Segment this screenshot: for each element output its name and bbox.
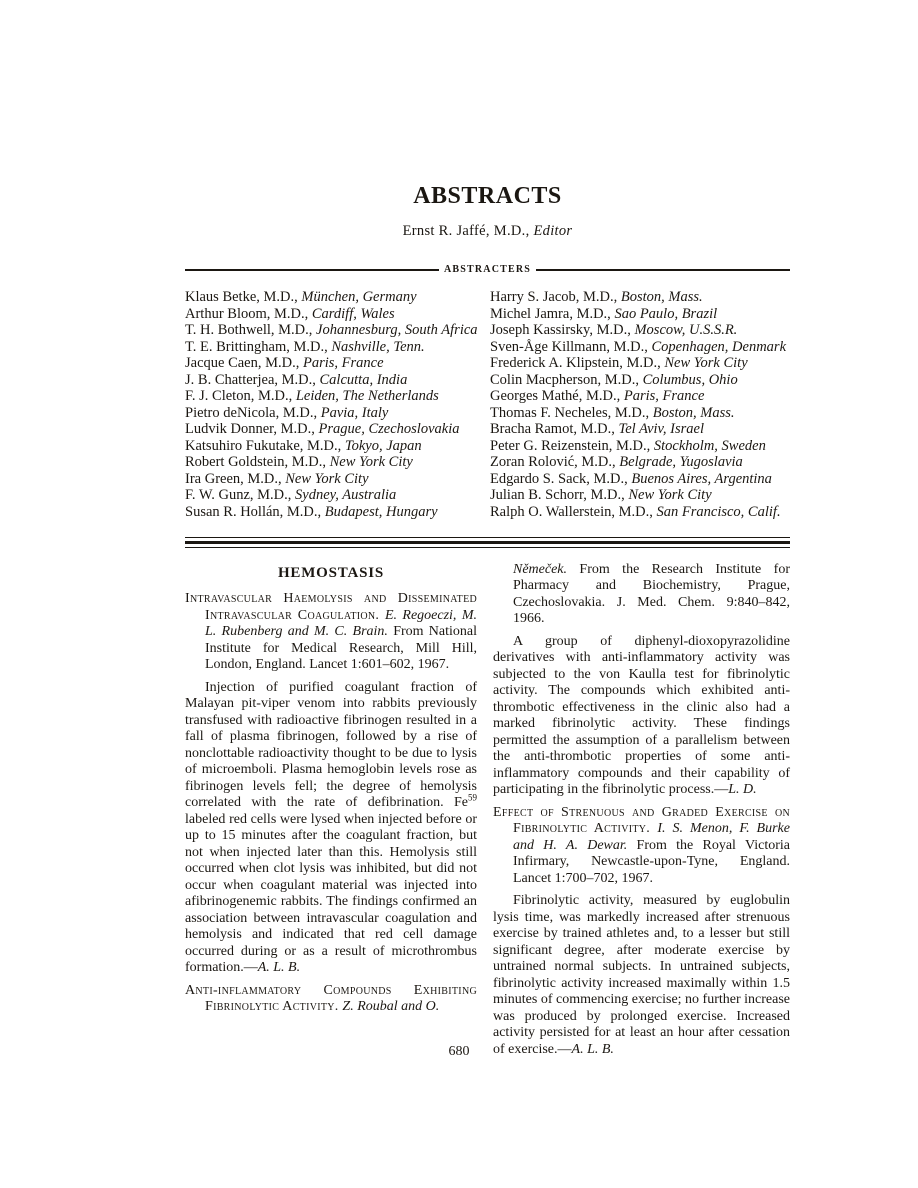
abstracter-place: New York City [628,487,712,503]
abstracter-entry [185,421,490,438]
abstracter-name: Bracha Ramot, M.D., [490,421,615,437]
abstracter-entry [185,405,490,422]
abstracter-name: Thomas F. Necheles, M.D., [490,404,650,421]
abstracter-name: Katsuhiro Fukutake, M.D., [185,437,342,454]
divider-rule-left [185,269,439,271]
text-segment: labeled red cells were lysed when injected before or up to 15 minutes after the coagulant fraction, but not when injected later than this. Hemolysis still occurred when clot lysis was inhibited, but did not occur when coagulant material was injected into afibrinogenemic rabbits. The findings confirmed an association between intravascular coagulation and hemolysis and indicated that red cell damage occurred during or as a result of microthrombus formation.— [185,811,477,975]
column-left-paragraphs [185,591,477,1016]
abstract-body [185,562,790,1059]
abstracter-name: Klaus Betke, M.D., [185,289,298,305]
abstracter-place: Boston, Mass. [620,289,703,305]
abstracter-name: Edgardo S. Sack, M.D., [490,470,628,487]
abstracter-name: Pietro deNicola, M.D., [185,404,318,421]
section-rule [185,537,790,548]
abstracter-entry [490,339,790,356]
editor-name: Ernst R. Jaffé, M.D., [402,223,530,239]
abstract-paragraph [493,562,790,628]
abstracter-entry [490,355,790,372]
abstracter-place: Buenos Aires, Argentina [631,470,772,487]
abstracter-place: Paris, France [302,355,384,371]
section-heading: HEMOSTASIS [277,564,385,581]
abstracter-entry [185,339,490,356]
abstracter-place: Copenhagen, Denmark [651,338,787,355]
abstracter-entry [185,322,490,339]
text-segment: From the Research Institute for Pharmacy and Biochemistry, Prague, Czechoslovakia. J. Med. Chem. 9:840–842, 1966. [513,561,790,626]
abstracter-place: Calcutta, India [319,371,408,388]
page-number: 680 [448,1044,470,1059]
abstracter-name: Zoran Rolović, M.D., [490,454,616,470]
abstracter-name: Ira Green, M.D., [185,470,282,487]
abstracter-place: Columbus, Ohio [642,371,738,388]
abstracter-entry [185,388,490,405]
abstracter-place: Sydney, Australia [295,487,397,503]
abstracter-place: München, Germany [301,289,417,305]
abstracter-name: J. B. Chatterjea, M.D., [185,371,316,388]
abstracter-name: Arthur Bloom, M.D., [185,305,309,322]
body-column-right [493,562,790,1059]
text-segment: A. L. B. [257,960,301,975]
abstracter-entry [185,289,490,306]
abstracter-name: Robert Goldstein, M.D., [185,454,326,470]
abstracter-name: Peter G. Reizenstein, M.D., [490,437,651,454]
abstracter-entry [490,504,790,521]
body-column-left [185,562,477,1059]
abstracter-place: Sao Paulo, Brazil [614,305,718,322]
abstracter-name: Sven-Åge Killmann, M.D., [490,338,648,355]
abstracter-place: Leiden, The Netherlands [295,388,439,404]
text-segment: A. L. B. [571,1041,614,1057]
abstracter-entry [490,322,790,339]
abstracter-entry [185,355,490,372]
abstracters-right [490,289,790,520]
abstracter-name: F. J. Cleton, M.D., [185,388,293,404]
abstracter-place: New York City [329,454,413,470]
rule-thin-bottom [185,547,790,548]
abstracter-name: Frederick A. Klipstein, M.D., [490,355,661,371]
abstracter-name: Julian B. Schorr, M.D., [490,487,625,503]
text-segment: E. Regoeczi, M. L. Rubenberg and M. C. Brain. [205,607,477,639]
abstracter-place: Prague, Czechoslovakia [318,421,460,437]
abstracter-place: Belgrade, Yugoslavia [619,454,743,470]
abstract-paragraph [185,591,477,674]
abstracter-place: Budapest, Hungary [324,503,438,520]
abstracter-name: Ludvik Donner, M.D., [185,421,315,437]
editor-role: Editor [533,223,573,239]
abstracter-name: Georges Mathé, M.D., [490,388,621,404]
abstracter-place: New York City [285,470,369,487]
abstracter-entry [490,306,790,323]
abstracter-place: San Francisco, Calif. [656,503,781,520]
abstracter-name: Ralph O. Wallerstein, M.D., [490,503,653,520]
text-segment: Injection of purified coagulant fraction of Malayan pit-viper venom into rabbits previously transfused with radioactive fibrinogen resulted in a fall of plasma fibrinogen, followed by a rise of nonclottable radioactivity thought to be due to lysis of microemboli. Plasma hemoglobin levels rose as fibrinogen levels fell; the degree of hemolysis correlated with the rate of defibrination. Fe [185,679,477,810]
abstracter-entry [185,471,490,488]
abstracter-entry [185,487,490,504]
abstracter-entry [185,438,490,455]
text-segment: Anti-inflammatory Compounds Exhibiting Fibrinolytic Activity. [185,982,477,1014]
abstracter-entry [490,471,790,488]
abstracter-entry [490,421,790,438]
abstracter-place: Moscow, U.S.S.R. [634,322,738,338]
abstracter-place: Johannesburg, South Africa [316,322,478,338]
column-right-paragraphs [493,562,790,1059]
abstracter-name: F. W. Gunz, M.D., [185,487,292,503]
abstracter-entry [490,487,790,504]
abstracter-place: New York City [664,355,748,371]
abstracter-entry [490,372,790,389]
abstracter-entry [185,454,490,471]
abstracters-left [185,289,490,520]
abstracter-place: Pavia, Italy [320,404,389,421]
abstract-paragraph [493,805,790,888]
text-segment: Intravascular Haemolysis and Disseminated Intravascular Coagulation. [185,591,477,623]
abstracter-name: Joseph Kassirsky, M.D., [490,322,631,338]
rule-thin-top [185,537,790,538]
abstract-paragraph [185,983,477,1016]
abstracter-name: Susan R. Hollán, M.D., [185,503,322,520]
abstracter-name: T. E. Brittingham, M.D., [185,338,328,355]
divider-label: ABSTRACTERS [443,264,532,275]
abstracter-place: Cardiff, Wales [311,305,395,322]
abstract-paragraph [185,680,477,977]
abstracter-place: Paris, France [623,388,705,404]
abstracter-name: Harry S. Jacob, M.D., [490,289,618,305]
abstracter-name: Jacque Caen, M.D., [185,355,300,371]
abstracter-place: Stockholm, Sweden [653,437,766,454]
abstracter-place: Nashville, Tenn. [331,338,425,355]
divider-rule-right [536,269,790,271]
abstracter-entry [185,306,490,323]
text-segment: Fibrinolytic activity, measured by euglobulin lysis time, was markedly increased after strenuous exercise by trained athletes and, to a lesser but still significant degree, after moderate exercise by untrained normal subjects. In untrained subjects, fibrinolytic activity increased maximally within 1.5 minutes of commencing exercise; no further increase was produced by prolonged exercise. Increased activity persisted for at least an hour after cessation of exercise.— [493,893,790,1057]
page-content [185,0,790,1058]
abstracter-entry [490,405,790,422]
abstracter-name: Michel Jamra, M.D., [490,305,611,322]
superscript: 59 [468,792,477,803]
text-segment: Effect of Strenuous and Graded Exercise on Fibrinolytic Activity. [493,804,790,836]
rule-thick-middle [185,541,790,545]
text-segment: From the Royal Victoria Infirmary, Newcastle-upon-Tyne, England. Lancet 1:700–702, 1967. [513,837,790,886]
text-segment: From National Institute for Medical Research, Mill Hill, London, England. Lancet 1:601–602, 1967. [205,624,477,672]
text-segment: Němeček. [513,561,568,577]
text-segment: L. D. [728,782,757,797]
text-segment: I. S. Menon, F. Burke and H. A. Dewar. [513,821,790,853]
abstracters-list [185,289,790,520]
abstracter-name: Colin Macpherson, M.D., [490,371,640,388]
text-segment: Z. Roubal and O. [342,999,440,1014]
abstracter-place: Boston, Mass. [652,404,735,421]
abstracter-entry [185,504,490,521]
text-segment: A group of diphenyl-dioxopyrazolidine derivatives with anti-inflammatory activity was subjected to the von Kaulla test for fibrinolytic activity. The compounds which exhibited anti-thrombotic effectiveness in the clinic also had a marked fibrinolytic activity. These findings permitted the assumption of a parallelism between the anti-thrombotic properties of some anti-inflammatory compounds and their capability of participating in the fibrinolytic process.— [493,633,790,797]
abstract-paragraph [493,634,790,799]
page-title: ABSTRACTS [413,183,562,209]
abstracter-name: T. H. Bothwell, M.D., [185,322,313,338]
abstracter-entry [490,289,790,306]
abstract-paragraph [493,893,790,1058]
abstracter-entry [490,438,790,455]
abstracter-place: Tel Aviv, Israel [618,421,704,437]
abstracter-entry [490,454,790,471]
abstracter-entry [490,388,790,405]
abstracter-entry [185,372,490,389]
abstracter-place: Tokyo, Japan [344,437,422,454]
abstracters-divider [185,264,790,275]
editor-line [185,223,790,240]
